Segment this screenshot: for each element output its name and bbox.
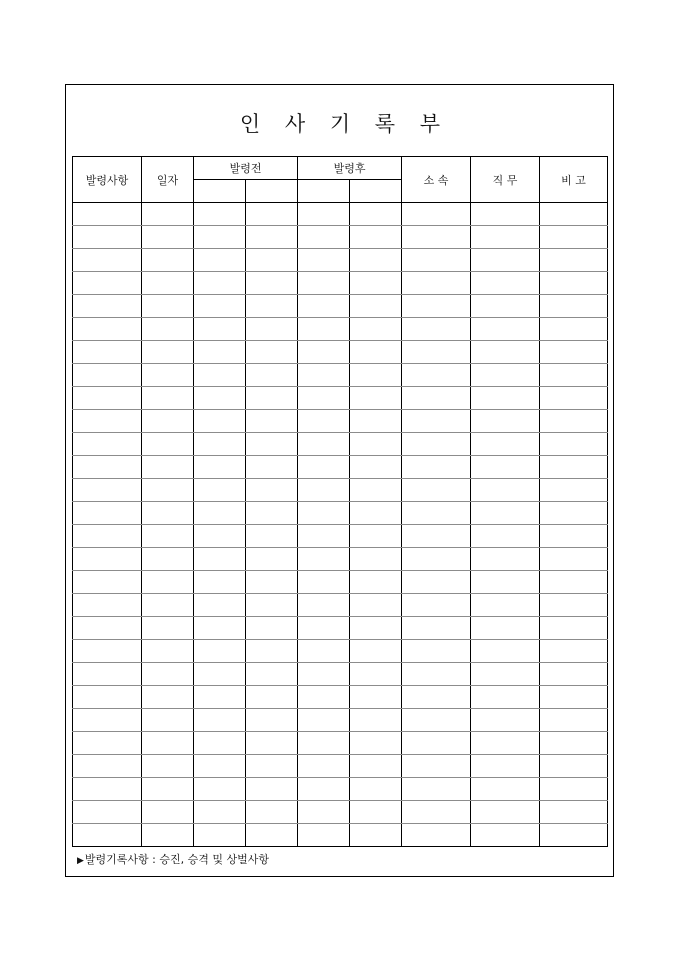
table-cell[interactable] — [350, 203, 402, 226]
table-cell[interactable] — [402, 548, 471, 571]
table-cell[interactable] — [402, 387, 471, 410]
table-cell[interactable] — [194, 801, 246, 824]
table-cell[interactable] — [350, 502, 402, 525]
record-body — [73, 203, 608, 847]
table-row — [73, 502, 608, 525]
table-cell[interactable] — [540, 249, 608, 272]
table-cell[interactable] — [194, 548, 246, 571]
table-cell[interactable] — [402, 364, 471, 387]
table-cell[interactable] — [194, 479, 246, 502]
table-cell[interactable] — [402, 295, 471, 318]
table-cell[interactable] — [471, 272, 540, 295]
table-cell[interactable] — [194, 456, 246, 479]
table-cell[interactable] — [540, 318, 608, 341]
table-cell[interactable] — [540, 801, 608, 824]
table-row — [73, 203, 608, 226]
table-cell[interactable] — [194, 617, 246, 640]
table-cell[interactable] — [402, 410, 471, 433]
table-cell[interactable] — [350, 387, 402, 410]
table-cell[interactable] — [540, 387, 608, 410]
table-cell[interactable] — [246, 548, 298, 571]
table-row — [73, 640, 608, 663]
table-row — [73, 456, 608, 479]
table-cell[interactable] — [471, 571, 540, 594]
table-cell[interactable] — [142, 824, 194, 847]
table-cell[interactable] — [194, 433, 246, 456]
table-cell[interactable] — [246, 686, 298, 709]
table-cell[interactable] — [73, 502, 142, 525]
table-cell[interactable] — [194, 502, 246, 525]
table-cell[interactable] — [194, 318, 246, 341]
table-cell[interactable] — [540, 341, 608, 364]
table-cell[interactable] — [142, 709, 194, 732]
table-cell[interactable] — [471, 525, 540, 548]
table-cell[interactable] — [350, 571, 402, 594]
table-cell[interactable] — [540, 226, 608, 249]
table-row — [73, 318, 608, 341]
table-row — [73, 387, 608, 410]
table-cell[interactable] — [142, 640, 194, 663]
table-cell[interactable] — [298, 709, 350, 732]
table-cell[interactable] — [402, 571, 471, 594]
table-row — [73, 732, 608, 755]
table-cell[interactable] — [73, 387, 142, 410]
table-cell[interactable] — [471, 709, 540, 732]
table-cell[interactable] — [194, 571, 246, 594]
table-row — [73, 410, 608, 433]
table-cell[interactable] — [194, 341, 246, 364]
table-cell[interactable] — [142, 801, 194, 824]
table-cell[interactable] — [402, 755, 471, 778]
table-cell[interactable] — [73, 456, 142, 479]
table-cell[interactable] — [246, 617, 298, 640]
table-cell[interactable] — [350, 663, 402, 686]
table-cell[interactable] — [246, 272, 298, 295]
table-cell[interactable] — [471, 801, 540, 824]
table-cell[interactable] — [298, 594, 350, 617]
table-cell[interactable] — [402, 203, 471, 226]
table-cell[interactable] — [246, 594, 298, 617]
table-cell[interactable] — [194, 295, 246, 318]
table-cell[interactable] — [298, 525, 350, 548]
table-cell[interactable] — [350, 824, 402, 847]
table-cell[interactable] — [246, 824, 298, 847]
table-cell[interactable] — [246, 318, 298, 341]
table-cell[interactable] — [142, 341, 194, 364]
table-cell[interactable] — [142, 203, 194, 226]
table-cell[interactable] — [73, 410, 142, 433]
table-cell[interactable] — [350, 594, 402, 617]
table-cell[interactable] — [246, 364, 298, 387]
table-cell[interactable] — [471, 226, 540, 249]
table-cell[interactable] — [194, 387, 246, 410]
header-duty: 직 무 — [471, 157, 540, 203]
table-cell[interactable] — [246, 456, 298, 479]
table-cell[interactable] — [540, 456, 608, 479]
table-cell[interactable] — [194, 410, 246, 433]
table-cell[interactable] — [350, 778, 402, 801]
table-cell[interactable] — [73, 433, 142, 456]
table-cell[interactable] — [540, 479, 608, 502]
table-cell[interactable] — [350, 433, 402, 456]
table-cell[interactable] — [402, 824, 471, 847]
table-cell[interactable] — [402, 801, 471, 824]
table-cell[interactable] — [194, 640, 246, 663]
table-cell[interactable] — [540, 732, 608, 755]
table-cell[interactable] — [298, 456, 350, 479]
table-cell[interactable] — [194, 594, 246, 617]
table-cell[interactable] — [350, 755, 402, 778]
table-cell[interactable] — [73, 548, 142, 571]
table-row — [73, 249, 608, 272]
header-before-sub-1 — [194, 180, 246, 203]
table-cell[interactable] — [350, 364, 402, 387]
table-cell[interactable] — [73, 295, 142, 318]
table-cell[interactable] — [142, 318, 194, 341]
table-cell[interactable] — [246, 755, 298, 778]
table-cell[interactable] — [540, 755, 608, 778]
table-cell[interactable] — [298, 801, 350, 824]
table-cell[interactable] — [298, 341, 350, 364]
table-cell[interactable] — [350, 548, 402, 571]
table-cell[interactable] — [402, 272, 471, 295]
table-row — [73, 433, 608, 456]
table-cell[interactable] — [73, 686, 142, 709]
table-cell[interactable] — [540, 709, 608, 732]
table-cell[interactable] — [402, 226, 471, 249]
table-cell[interactable] — [402, 525, 471, 548]
table-cell[interactable] — [298, 226, 350, 249]
table-cell[interactable] — [73, 226, 142, 249]
table-cell[interactable] — [246, 571, 298, 594]
table-row — [73, 548, 608, 571]
table-row — [73, 295, 608, 318]
table-cell[interactable] — [142, 663, 194, 686]
table-row — [73, 364, 608, 387]
table-cell[interactable] — [402, 502, 471, 525]
footnote-text: 발령기록사항 : 승진, 승격 및 상벌사항 — [84, 853, 269, 866]
table-cell[interactable] — [298, 755, 350, 778]
table-cell[interactable] — [73, 755, 142, 778]
table-cell[interactable] — [194, 686, 246, 709]
table-cell[interactable] — [73, 525, 142, 548]
table-cell[interactable] — [350, 801, 402, 824]
table-cell[interactable] — [73, 318, 142, 341]
personnel-record-table — [72, 156, 608, 847]
table-cell[interactable] — [350, 709, 402, 732]
table-cell[interactable] — [298, 249, 350, 272]
table-cell[interactable] — [194, 525, 246, 548]
table-cell[interactable] — [73, 479, 142, 502]
table-cell[interactable] — [73, 272, 142, 295]
table-cell[interactable] — [142, 226, 194, 249]
table-cell[interactable] — [298, 479, 350, 502]
table-cell[interactable] — [298, 732, 350, 755]
table-cell[interactable] — [246, 226, 298, 249]
table-cell[interactable] — [471, 341, 540, 364]
table-cell[interactable] — [402, 594, 471, 617]
table-row — [73, 525, 608, 548]
triangle-marker-icon: ▶ — [77, 856, 84, 866]
table-cell[interactable] — [142, 755, 194, 778]
table-cell[interactable] — [73, 778, 142, 801]
table-cell[interactable] — [402, 686, 471, 709]
table-cell[interactable] — [142, 364, 194, 387]
table-cell[interactable] — [402, 433, 471, 456]
header-order-item: 발령사항 — [73, 157, 142, 203]
table-cell[interactable] — [350, 226, 402, 249]
table-cell[interactable] — [540, 548, 608, 571]
table-cell[interactable] — [73, 341, 142, 364]
header-after: 발령후 — [298, 157, 402, 180]
table-cell[interactable] — [350, 456, 402, 479]
table-row — [73, 755, 608, 778]
table-cell[interactable] — [298, 663, 350, 686]
table-cell[interactable] — [142, 686, 194, 709]
header-before: 발령전 — [194, 157, 298, 180]
table-cell[interactable] — [73, 640, 142, 663]
table-cell[interactable] — [246, 410, 298, 433]
table-cell[interactable] — [471, 617, 540, 640]
table-cell[interactable] — [73, 594, 142, 617]
table-cell[interactable] — [471, 318, 540, 341]
table-cell[interactable] — [246, 433, 298, 456]
table-cell[interactable] — [540, 686, 608, 709]
table-cell[interactable] — [471, 778, 540, 801]
table-cell[interactable] — [540, 571, 608, 594]
table-cell[interactable] — [73, 617, 142, 640]
table-row — [73, 686, 608, 709]
table-cell[interactable] — [298, 433, 350, 456]
table-cell[interactable] — [540, 272, 608, 295]
table-cell[interactable] — [471, 755, 540, 778]
table-cell[interactable] — [142, 617, 194, 640]
table-cell[interactable] — [471, 433, 540, 456]
table-cell[interactable] — [402, 709, 471, 732]
table-row — [73, 663, 608, 686]
table-cell[interactable] — [298, 686, 350, 709]
table-cell[interactable] — [298, 364, 350, 387]
table-row — [73, 801, 608, 824]
table-cell[interactable] — [471, 594, 540, 617]
table-cell[interactable] — [540, 617, 608, 640]
table-cell[interactable] — [298, 640, 350, 663]
table-cell[interactable] — [402, 318, 471, 341]
header-after-sub-2 — [350, 180, 402, 203]
table-cell[interactable] — [402, 778, 471, 801]
table-cell[interactable] — [142, 778, 194, 801]
table-row — [73, 824, 608, 847]
table-cell[interactable] — [142, 525, 194, 548]
table-cell[interactable] — [540, 410, 608, 433]
table-cell[interactable] — [298, 410, 350, 433]
table-cell[interactable] — [350, 640, 402, 663]
table-cell[interactable] — [402, 663, 471, 686]
table-cell[interactable] — [142, 456, 194, 479]
table-cell[interactable] — [350, 410, 402, 433]
table-cell[interactable] — [246, 525, 298, 548]
table-cell[interactable] — [471, 502, 540, 525]
table-cell[interactable] — [246, 732, 298, 755]
table-cell[interactable] — [194, 364, 246, 387]
table-cell[interactable] — [246, 778, 298, 801]
table-cell[interactable] — [350, 295, 402, 318]
table-row — [73, 272, 608, 295]
table-cell[interactable] — [471, 686, 540, 709]
table-cell[interactable] — [540, 778, 608, 801]
table-cell[interactable] — [246, 502, 298, 525]
table-cell[interactable] — [246, 341, 298, 364]
table-cell[interactable] — [471, 732, 540, 755]
table-cell[interactable] — [471, 479, 540, 502]
table-cell[interactable] — [471, 410, 540, 433]
table-cell[interactable] — [194, 663, 246, 686]
table-cell[interactable] — [540, 364, 608, 387]
table-cell[interactable] — [350, 341, 402, 364]
table-cell[interactable] — [350, 318, 402, 341]
table-cell[interactable] — [73, 663, 142, 686]
table-cell[interactable] — [142, 548, 194, 571]
table-cell[interactable] — [142, 272, 194, 295]
header-affiliation: 소 속 — [402, 157, 471, 203]
document-title: 인 사 기 록 부 — [239, 112, 450, 136]
table-cell[interactable] — [142, 433, 194, 456]
table-cell[interactable] — [402, 617, 471, 640]
table-row — [73, 226, 608, 249]
table-cell[interactable] — [298, 387, 350, 410]
header-before-sub-2 — [246, 180, 298, 203]
table-cell[interactable] — [471, 387, 540, 410]
table-row — [73, 594, 608, 617]
header-remarks: 비 고 — [540, 157, 608, 203]
table-cell[interactable] — [73, 801, 142, 824]
table-cell[interactable] — [402, 732, 471, 755]
table-cell[interactable] — [298, 502, 350, 525]
table-cell[interactable] — [298, 272, 350, 295]
table-cell[interactable] — [350, 686, 402, 709]
table-cell[interactable] — [73, 824, 142, 847]
table-cell[interactable] — [142, 249, 194, 272]
table-cell[interactable] — [402, 456, 471, 479]
table-cell[interactable] — [194, 272, 246, 295]
table-cell[interactable] — [471, 249, 540, 272]
table-cell[interactable] — [142, 571, 194, 594]
table-cell[interactable] — [246, 203, 298, 226]
table-cell[interactable] — [350, 249, 402, 272]
table-cell[interactable] — [540, 502, 608, 525]
table-cell[interactable] — [540, 525, 608, 548]
table-row — [73, 479, 608, 502]
table-cell[interactable] — [246, 295, 298, 318]
table-cell[interactable] — [471, 548, 540, 571]
table-cell[interactable] — [298, 318, 350, 341]
table-cell[interactable] — [142, 479, 194, 502]
table-cell[interactable] — [142, 502, 194, 525]
table-row — [73, 617, 608, 640]
table-cell[interactable] — [73, 203, 142, 226]
table-cell[interactable] — [402, 640, 471, 663]
table-cell[interactable] — [194, 824, 246, 847]
table-cell[interactable] — [350, 525, 402, 548]
table-cell[interactable] — [73, 571, 142, 594]
table-cell[interactable] — [540, 203, 608, 226]
table-cell[interactable] — [540, 663, 608, 686]
table-cell[interactable] — [194, 249, 246, 272]
table-cell[interactable] — [194, 755, 246, 778]
table-cell[interactable] — [540, 433, 608, 456]
table-cell[interactable] — [194, 732, 246, 755]
footnote — [77, 853, 269, 868]
table-cell[interactable] — [471, 295, 540, 318]
table-row — [73, 571, 608, 594]
table-cell[interactable] — [142, 387, 194, 410]
table-cell[interactable] — [540, 295, 608, 318]
table-cell[interactable] — [402, 341, 471, 364]
table-row — [73, 778, 608, 801]
table-cell[interactable] — [471, 824, 540, 847]
table-cell[interactable] — [246, 709, 298, 732]
table-cell[interactable] — [298, 617, 350, 640]
table-cell[interactable] — [298, 203, 350, 226]
table-cell[interactable] — [246, 387, 298, 410]
table-cell[interactable] — [194, 203, 246, 226]
table-cell[interactable] — [246, 249, 298, 272]
table-cell[interactable] — [402, 249, 471, 272]
table-cell[interactable] — [471, 456, 540, 479]
table-cell[interactable] — [142, 594, 194, 617]
table-cell[interactable] — [350, 272, 402, 295]
table-cell[interactable] — [298, 824, 350, 847]
table-cell[interactable] — [246, 801, 298, 824]
table-cell[interactable] — [298, 548, 350, 571]
table-cell[interactable] — [540, 824, 608, 847]
table-cell[interactable] — [298, 778, 350, 801]
table-cell[interactable] — [471, 663, 540, 686]
table-cell[interactable] — [73, 709, 142, 732]
table-cell[interactable] — [298, 571, 350, 594]
table-cell[interactable] — [73, 249, 142, 272]
table-cell[interactable] — [540, 640, 608, 663]
table-cell[interactable] — [194, 778, 246, 801]
table-cell[interactable] — [142, 295, 194, 318]
table-cell[interactable] — [194, 709, 246, 732]
table-row — [73, 341, 608, 364]
table-cell[interactable] — [142, 410, 194, 433]
table-cell[interactable] — [540, 594, 608, 617]
header-date: 일자 — [142, 157, 194, 203]
table-cell[interactable] — [142, 732, 194, 755]
table-cell[interactable] — [350, 732, 402, 755]
table-cell[interactable] — [350, 617, 402, 640]
table-cell[interactable] — [471, 640, 540, 663]
table-cell[interactable] — [246, 640, 298, 663]
table-cell[interactable] — [298, 295, 350, 318]
table-cell[interactable] — [73, 732, 142, 755]
table-cell[interactable] — [246, 479, 298, 502]
table-cell[interactable] — [402, 479, 471, 502]
table-cell[interactable] — [471, 364, 540, 387]
table-row — [73, 709, 608, 732]
header-after-sub-1 — [298, 180, 350, 203]
table-cell[interactable] — [73, 364, 142, 387]
table-cell[interactable] — [194, 226, 246, 249]
table-cell[interactable] — [471, 203, 540, 226]
table-cell[interactable] — [350, 479, 402, 502]
table-cell[interactable] — [246, 663, 298, 686]
